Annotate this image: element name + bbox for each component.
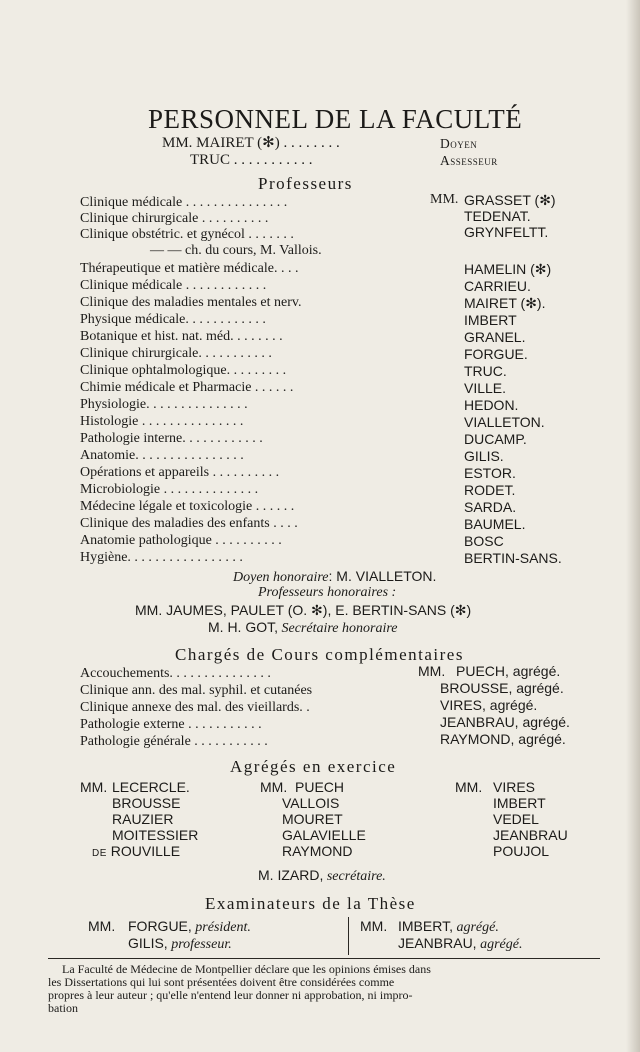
examiner-entry <box>398 936 522 952</box>
secretaire-label: secrétaire. <box>326 869 386 884</box>
course-label: Clinique annexe des mal. des vieillards. . <box>80 700 310 715</box>
chair-label: Pathologie interne. . . . . . . . . . . . <box>80 431 263 446</box>
professor-name: HAMELIN (✻) <box>464 261 552 277</box>
chair-label: Anatomie pathologique . . . . . . . . . . <box>80 533 282 548</box>
secretaire-name: M. IZARD, <box>258 867 324 883</box>
professor-name: ESTOR. <box>464 465 516 481</box>
professor-name: BERTIN-SANS. <box>464 550 562 566</box>
note-line: les Dissertations qui lui sont présentées doivent être considérées comme <box>48 975 395 989</box>
chair-label: Botanique et hist. nat. méd. . . . . . . . <box>80 329 283 344</box>
professor-name: GRYNFELTT. <box>464 224 549 240</box>
agrege-name: POUJOL <box>493 843 550 859</box>
chair-label: Clinique des maladies mentales et nerv. <box>80 295 302 310</box>
mm-prefix: MM. <box>88 918 116 934</box>
professor-name: HEDON. <box>464 397 519 413</box>
professor-name: CARRIEU. <box>464 278 531 294</box>
section-heading-complementaires: Chargés de Cours complémentaires <box>175 645 464 664</box>
agrege-name: MOITESSIER <box>112 827 199 843</box>
professor-name: VILLE. <box>464 380 507 396</box>
footer-rule <box>48 958 600 959</box>
course-label: Pathologie générale . . . . . . . . . . . <box>80 734 268 749</box>
professor-name: SARDA. <box>464 499 517 515</box>
admin-role-assesseur: Assesseur <box>440 153 498 168</box>
mm-prefix: MM. <box>455 779 483 795</box>
professor-name: GRANEL. <box>464 329 526 345</box>
examiner-entry <box>398 919 499 935</box>
examiner-role: agrégé. <box>456 920 499 935</box>
lecturer-name: PUECH, agrégé. <box>456 663 561 679</box>
examiner-name: GILIS, <box>128 935 168 951</box>
admin-role-doyen: Doyen <box>440 136 478 151</box>
examiner-role: professeur. <box>171 937 232 952</box>
professor-name: MAIRET (✻). <box>464 295 546 311</box>
note-line: propres à leur auteur ; qu'elle n'entend leur donner ni approbation, ni impro- <box>48 988 413 1002</box>
leader-dots: . . . . . . . . . . . <box>230 152 313 168</box>
mm-prefix: MM. <box>260 779 288 795</box>
professor-name: TRUC. <box>464 363 507 379</box>
chair-label: Anatomie. . . . . . . . . . . . . . . . <box>80 448 244 463</box>
agrege-name: BROUSSE <box>112 795 181 811</box>
agrege-name: RAYMOND <box>282 843 353 859</box>
chair-label: Médecine légale et toxicologie . . . . . . <box>80 499 295 514</box>
page-edge-shadow <box>626 0 640 1052</box>
admin-name: MM. MAIRET (✻) <box>162 135 280 151</box>
agrege-name: LECERCLE. <box>112 779 190 795</box>
agrege-name: MOURET <box>282 811 343 827</box>
professor-name: FORGUE. <box>464 346 528 362</box>
course-label: Pathologie externe . . . . . . . . . . . <box>80 717 262 732</box>
professeurs-honoraires-names: MM. JAUMES, PAULET (O. ✻), E. BERTIN-SANS (✻) <box>135 602 472 618</box>
leader-dots: . . . . . . . . <box>279 135 340 151</box>
chair-label: Thérapeutique et matière médicale. . . . <box>80 261 299 276</box>
chair-label: Clinique des maladies des enfants . . . . <box>80 516 298 531</box>
mm-prefix: MM. <box>80 779 108 795</box>
disclaimer-note <box>48 963 598 1015</box>
admin-name-doyen <box>162 136 340 151</box>
chair-label: Clinique chirurgicale. . . . . . . . . . . <box>80 346 272 361</box>
professor-name: IMBERT <box>464 312 517 328</box>
lecturer-name: VIRES, agrégé. <box>440 697 538 713</box>
agrege-name: PUECH <box>295 779 345 795</box>
agrege-name: GALAVIELLE <box>282 827 366 843</box>
chair-label: — — ch. du cours, M. Vallois. <box>150 243 322 258</box>
mm-prefix: MM. <box>418 663 446 679</box>
mm-prefix: MM. <box>430 192 459 207</box>
chair-label: Clinique médicale . . . . . . . . . . . . . . . <box>80 195 288 210</box>
chair-label: Chimie médicale et Pharmacie . . . . . . <box>80 380 294 395</box>
doyen-honoraire-name: : M. VIALLETON. <box>328 568 437 584</box>
professor-name: VIALLETON. <box>464 414 545 430</box>
course-label: Clinique ann. des mal. syphil. et cutanées <box>80 683 313 698</box>
lecturer-name: RAYMOND, agrégé. <box>440 731 566 747</box>
chair-label: Opérations et appareils . . . . . . . . . . <box>80 465 280 480</box>
chair-label: Histologie . . . . . . . . . . . . . . . <box>80 414 244 429</box>
agrege-name: JEANBRAU <box>493 827 568 843</box>
column-divider <box>348 917 349 955</box>
chair-label: Physiologie. . . . . . . . . . . . . . . <box>80 397 248 412</box>
chair-label: Physique médicale. . . . . . . . . . . . <box>80 312 266 327</box>
chair-label: Hygiène. . . . . . . . . . . . . . . . . <box>80 550 243 565</box>
chair-label: Microbiologie . . . . . . . . . . . . . . <box>80 482 259 497</box>
examiner-name: FORGUE, <box>128 918 192 934</box>
doyen-honoraire <box>233 569 436 585</box>
agrege-name: IMBERT <box>493 795 546 811</box>
agrege-name <box>92 844 180 858</box>
professeurs-honoraires-label: Professeurs honoraires : <box>258 585 397 600</box>
professor-name: GRASSET (✻) <box>464 192 556 208</box>
agrege-name: VIRES <box>493 779 536 795</box>
course-label: Accouchements. . . . . . . . . . . . . . . <box>80 666 271 681</box>
professor-name: TEDENAT. <box>464 208 531 224</box>
examiner-name: IMBERT, <box>398 918 453 934</box>
doyen-honoraire-label: Doyen honoraire <box>233 570 329 585</box>
examiner-role: agrégé. <box>480 937 523 952</box>
professor-name: GILIS. <box>464 448 504 464</box>
mm-prefix: MM. <box>360 918 388 934</box>
secretaire-honoraire-name: M. H. GOT, <box>208 619 278 635</box>
professor-name: DUCAMP. <box>464 431 527 447</box>
examiner-entry <box>128 919 251 935</box>
name-particle: de <box>92 843 107 859</box>
section-heading-professeurs: Professeurs <box>258 174 353 193</box>
agrege-name: VALLOIS <box>282 795 340 811</box>
examiner-role: président. <box>195 920 251 935</box>
page-title: PERSONNEL DE LA FACULTÉ <box>148 104 523 134</box>
professor-name: RODET. <box>464 482 516 498</box>
chair-label: Clinique ophtalmologique. . . . . . . . . <box>80 363 287 378</box>
secretaire-honoraire-label: Secrétaire honoraire <box>281 621 398 636</box>
chair-label: Clinique obstétric. et gynécol . . . . . . . <box>80 227 294 242</box>
secretaire-honoraire <box>208 620 398 636</box>
examiner-name: JEANBRAU, <box>398 935 477 951</box>
professor-name: BOSC <box>464 533 504 549</box>
lecturer-name: JEANBRAU, agrégé. <box>440 714 570 730</box>
admin-name: TRUC <box>190 152 231 168</box>
section-heading-examinateurs: Examinateurs de la Thèse <box>205 894 416 913</box>
section-heading-agreges: Agrégés en exercice <box>230 757 397 776</box>
lecturer-name: BROUSSE, agrégé. <box>440 680 564 696</box>
agrege-surname: ROUVILLE <box>110 843 181 859</box>
admin-name-assesseur <box>190 153 313 168</box>
chair-label: Clinique chirurgicale . . . . . . . . . . <box>80 211 269 226</box>
secretaire <box>258 868 386 884</box>
agrege-name: RAUZIER <box>112 811 174 827</box>
chair-label: Clinique médicale . . . . . . . . . . . . <box>80 278 267 293</box>
note-line: bation <box>48 1001 78 1015</box>
examiner-entry <box>128 936 232 952</box>
note-line: La Faculté de Médecine de Montpellier déclare que les opinions émises dans <box>62 962 431 976</box>
professor-name: BAUMEL. <box>464 516 526 532</box>
agrege-name: VEDEL <box>493 811 539 827</box>
